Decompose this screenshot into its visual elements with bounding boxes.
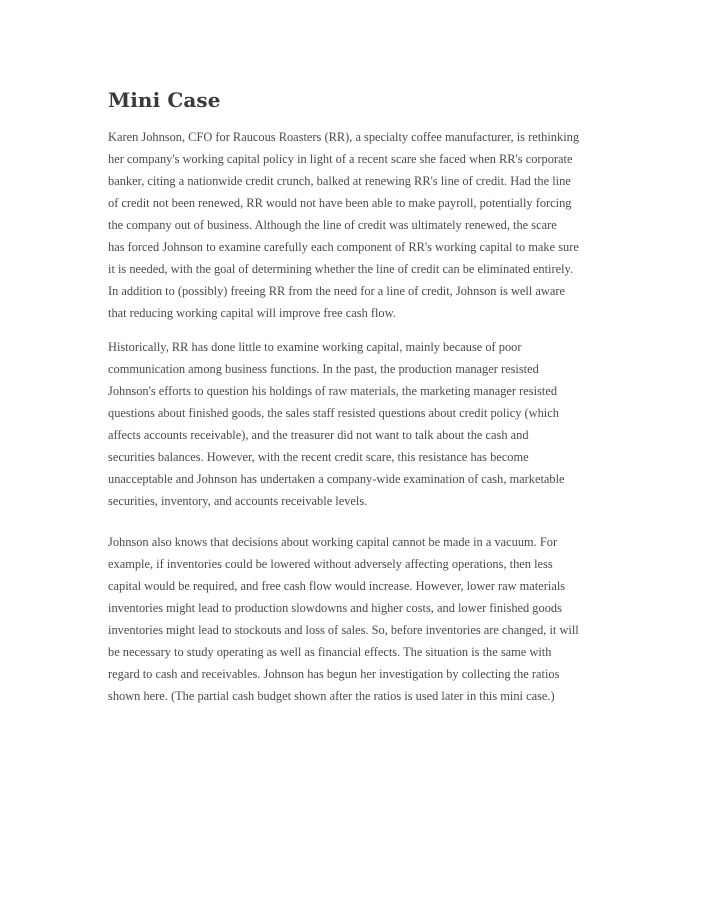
text-line: regard to cash and receivables. Johnson has begun her investigation by collecting the ratios [108,667,560,681]
text-line: example, if inventories could be lowered without adversely affecting operations, then less [108,557,553,571]
paragraph-2 [108,336,613,512]
text-line: Karen Johnson, CFO for Raucous Roasters (RR), a specialty coffee manufacturer, is rethinking [108,130,580,144]
text-line: inventories might lead to production slowdowns and higher costs, and lower finished goods [108,601,562,615]
page-title: Mini Case [108,88,221,112]
text-line: her company's working capital policy in light of a recent scare she faced when RR's corporate [108,152,573,166]
text-line: has forced Johnson to examine carefully each component of RR's working capital to make sure [108,240,579,254]
paragraph-3 [108,531,613,707]
text-line: of credit not been renewed, RR would not have been able to make payroll, potentially forcing [108,196,572,210]
text-line: that reducing working capital will improve free cash flow. [108,306,396,320]
text-line: Johnson also knows that decisions about working capital cannot be made in a vacuum. For [108,535,558,549]
text-line: be necessary to study operating as well as financial effects. The situation is the same with [108,645,552,659]
text-line: Historically, RR has done little to examine working capital, mainly because of poor [108,340,522,354]
text-line: shown here. (The partial cash budget shown after the ratios is used later in this mini case.) [108,689,555,703]
text-line: questions about finished goods, the sales staff resisted questions about credit policy (which [108,406,559,420]
text-line: inventories might lead to stockouts and loss of sales. So, before inventories are changed, it will [108,623,579,637]
paragraph-1 [108,126,613,324]
text-line: capital would be required, and free cash flow would increase. However, lower raw materials [108,579,566,593]
text-line: it is needed, with the goal of determining whether the line of credit can be eliminated entirely. [108,262,574,276]
text-line: Johnson's efforts to question his holdings of raw materials, the marketing manager resisted [108,384,558,398]
text-line: affects accounts receivable), and the treasurer did not want to talk about the cash and [108,428,529,442]
text-line: securities, inventory, and accounts receivable levels. [108,494,368,508]
text-line: banker, citing a nationwide credit crunch, balked at renewing RR's line of credit. Had the line [108,174,571,188]
text-line: communication among business functions. In the past, the production manager resisted [108,362,539,376]
text-line: the company out of business. Although the line of credit was ultimately renewed, the scare [108,218,557,232]
text-line: In addition to (possibly) freeing RR from the need for a line of credit, Johnson is well aware [108,284,565,298]
text-line: unacceptable and Johnson has undertaken a company-wide examination of cash, marketable [108,472,565,486]
text-line: securities balances. However, with the recent credit scare, this resistance has become [108,450,529,464]
